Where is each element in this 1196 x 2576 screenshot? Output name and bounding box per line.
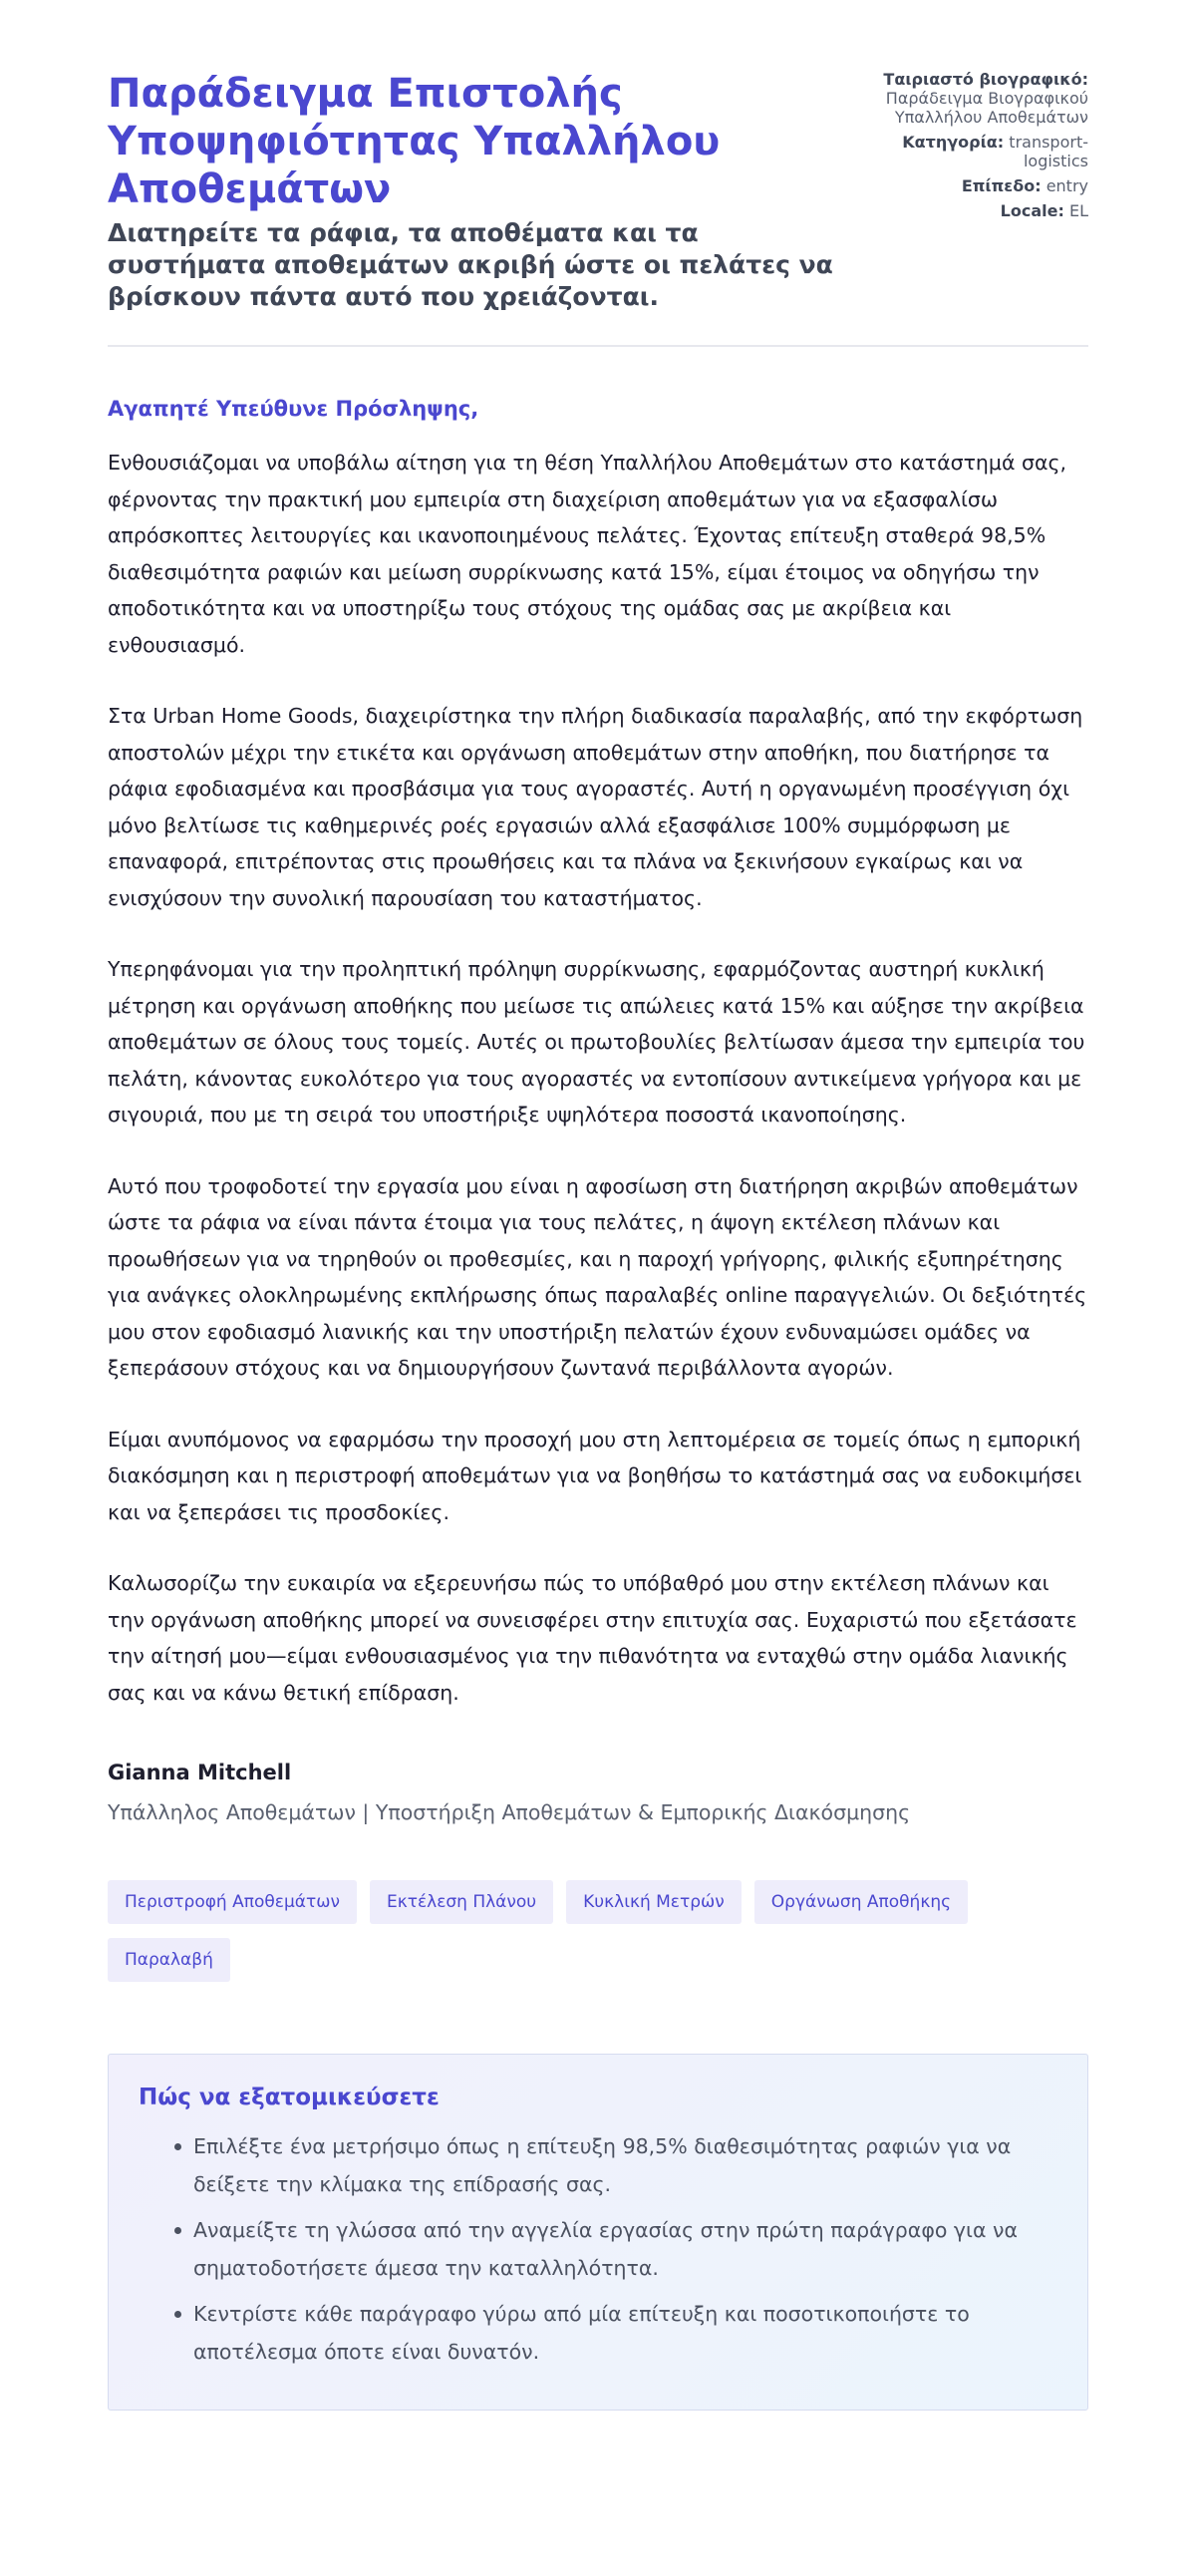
tip-item <box>139 2296 1057 2371</box>
tip-item <box>139 2212 1057 2287</box>
meta-locale <box>849 201 1088 220</box>
customization-tips <box>108 2054 1088 2411</box>
meta-resume-label: Ταιριαστό βιογραφικό: <box>883 70 1088 89</box>
letter-paragraph: Καλωσορίζω την ευκαιρία να εξερευνήσω πώς το υπόβαθρό μου στην εκτέλεση πλάνων και την οργάνωση αποθήκης μπορεί να συνεισφέρει στην επιτυχία σας. Ευχαριστώ που εξετάσατε την αίτησή μου—είμαι ενθουσιασμένος για την πιθανότητα να ενταχθώ στην ομάδα λιανικής σας και να κάνω θετική επίδραση. <box>108 1571 1077 1705</box>
meta-category-label: Κατηγορία: <box>902 133 1005 152</box>
signature-title: Υπάλληλος Αποθεμάτων | Υποστήριξη Αποθεμάτων & Εμπορικής Διακόσμησης <box>108 1800 911 1824</box>
page-title: Παράδειγμα Επιστολής Υποψηφιότητας Υπαλλήλου Αποθεμάτων <box>108 71 721 212</box>
letter-paragraph: Υπερηφάνομαι για την προληπτική πρόληψη συρρίκνωσης, εφαρμόζοντας αυστηρή κυκλική μέτρηση και οργάνωση αποθήκης που μείωσε τις απώλειες κατά 15% και αύξησε την ακρίβεια αποθεμάτων σε όλους τους τομείς. Αυτές οι πρωτοβουλίες βελτίωσαν άμεσα την εμπειρία του πελάτη, κάνοντας ευκολότερο για τους αγοραστές να εντοπίσουν αντικείμενα γρήγορα και με σιγουριά, που με τη σειρά του υποστήριξε υψηλότερα ποσοστά ικανοποίησης. <box>108 957 1085 1127</box>
skill-tags <box>108 1880 1064 1982</box>
bullet-icon <box>174 2143 181 2150</box>
skill-tag: Περιστροφή Αποθεμάτων <box>108 1880 357 1924</box>
skill-tag: Οργάνωση Αποθήκης <box>754 1880 968 1924</box>
meta-level <box>849 176 1088 195</box>
header-titles <box>108 70 845 313</box>
tip-text: Κεντρίστε κάθε παράγραφο γύρω από μία επίτευξη και ποσοτικοποιήστε το αποτέλεσμα όποτε είναι δυνατόν. <box>193 2302 970 2364</box>
meta-level-value: entry <box>1046 176 1088 195</box>
meta-locale-value: EL <box>1068 201 1088 220</box>
letter-paragraph: Στα Urban Home Goods, διαχειρίστηκα την πλήρη διαδικασία παραλαβής, από την εκφόρτωση αποστολών μέχρι την ετικέτα και οργάνωση αποθεμάτων στην αποθήκη, που διατήρησε τα ράφια εφοδιασμένα και προσβάσιμα για τους αγοραστές. Αυτή η οργανωμένη προσέγγιση όχι μόνο βελτίωσε τις καθημερινές ροές εργασιών αλλά εξασφάλισε 100% συμμόρφωση με επαναφορά, επιτρέποντας στις προωθήσεις και τα πλάνα να ξεκινήσουν εγκαίρως και να ενισχύσουν την συνολική παρουσίαση του καταστήματος. <box>108 704 1083 910</box>
letter-body <box>108 445 1088 1711</box>
letter-greeting: Αγαπητέ Υπεύθυνε Πρόσληψης, <box>108 397 479 421</box>
letter-paragraph: Ενθουσιάζομαι να υποβάλω αίτηση για τη θέση Υπαλλήλου Αποθεμάτων στο κατάστημά σας, φέρνοντας την πρακτική μου εμπειρία στη διαχείριση αποθεμάτων για να εξασφαλίσω απρόσκοπτες λειτουργίες και ικανοποιημένους πελάτες. Έχοντας επίτευξη σταθερά 98,5% διαθεσιμότητα ραφιών και μείωση συρρίκνωσης κατά 15%, είμαι έτοιμος να οδηγήσω την αποδοτικότητα και να υποστηρίξω τους στόχους της ομάδας σας με ακρίβεια και ενθουσιασμό. <box>108 451 1067 657</box>
bullet-icon <box>174 2311 181 2318</box>
signature-name: Gianna Mitchell <box>108 1761 292 1784</box>
meta-locale-label: Locale: <box>1000 201 1064 220</box>
letter-paragraph: Είμαι ανυπόμονος να εφαρμόσω την προσοχή μου στη λεπτομέρεια σε τομείς όπως η εμπορική διακόσμηση και η περιστροφή αποθεμάτων για να βοηθήσω το κατάστημά σας να ευδοκιμήσει και να ξεπεράσει τις προσδοκίες. <box>108 1427 1082 1524</box>
tip-text: Αναμείξτε τη γλώσσα από την αγγελία εργασίας στην πρώτη παράγραφο για να σηματοδοτήσετε άμεσα την καταλληλότητα. <box>193 2218 1018 2280</box>
skill-tag: Εκτέλεση Πλάνου <box>370 1880 553 1924</box>
meta-level-label: Επίπεδο: <box>961 176 1042 195</box>
page-subtitle: Διατηρείτε τα ράφια, τα αποθέματα και τα συστήματα αποθεμάτων ακριβή ώστε οι πελάτες να βρίσκουν πάντα αυτό που χρειάζονται. <box>108 218 833 311</box>
header-divider <box>108 345 1088 347</box>
meta-panel <box>849 70 1088 226</box>
meta-resume <box>849 70 1088 127</box>
skill-tag: Κυκλική Μετρών <box>566 1880 742 1924</box>
signature-block <box>108 1759 1088 1826</box>
bullet-icon <box>174 2227 181 2234</box>
tip-text: Επιλέξτε ένα μετρήσιμο όπως η επίτευξη 98,5% διαθεσιμότητας ραφιών για να δείξετε την κλίμακα της επίδρασής σας. <box>193 2134 1012 2196</box>
skill-tag: Παραλαβή <box>108 1938 230 1982</box>
tips-list <box>139 2128 1057 2371</box>
letter-paragraph: Αυτό που τροφοδοτεί την εργασία μου είναι η αφοσίωση στη διατήρηση ακριβών αποθεμάτων ώστε τα ράφια να είναι πάντα έτοιμα για τους πελάτες, η άψογη εκτέλεση πλάνων και προωθήσεων για να τηρηθούν οι προθεσμίες, και η παροχή γρήγορης, φιλικής εξυπηρέτησης για ανάγκες ολοκληρωμένης εκπλήρωσης όπως παραλαβές online παραγγελιών. Οι δεξιότητές μου στον εφοδιασμό λιανικής και την υποστήριξη πελατών έχουν ενδυναμώσει ομάδες να ξεπεράσουν στόχους και να δημιουργήσουν ζωντανά περιβάλλοντα αγορών. <box>108 1173 1087 1380</box>
meta-category <box>849 133 1088 170</box>
meta-category-value: transport-logistics <box>1009 133 1088 170</box>
page-header <box>108 70 1088 313</box>
meta-resume-value: Παράδειγμα Βιογραφικού Υπαλλήλου Αποθεμάτων <box>885 89 1088 127</box>
tips-title: Πώς να εξατομικεύσετε <box>139 2085 440 2110</box>
tip-item <box>139 2128 1057 2203</box>
